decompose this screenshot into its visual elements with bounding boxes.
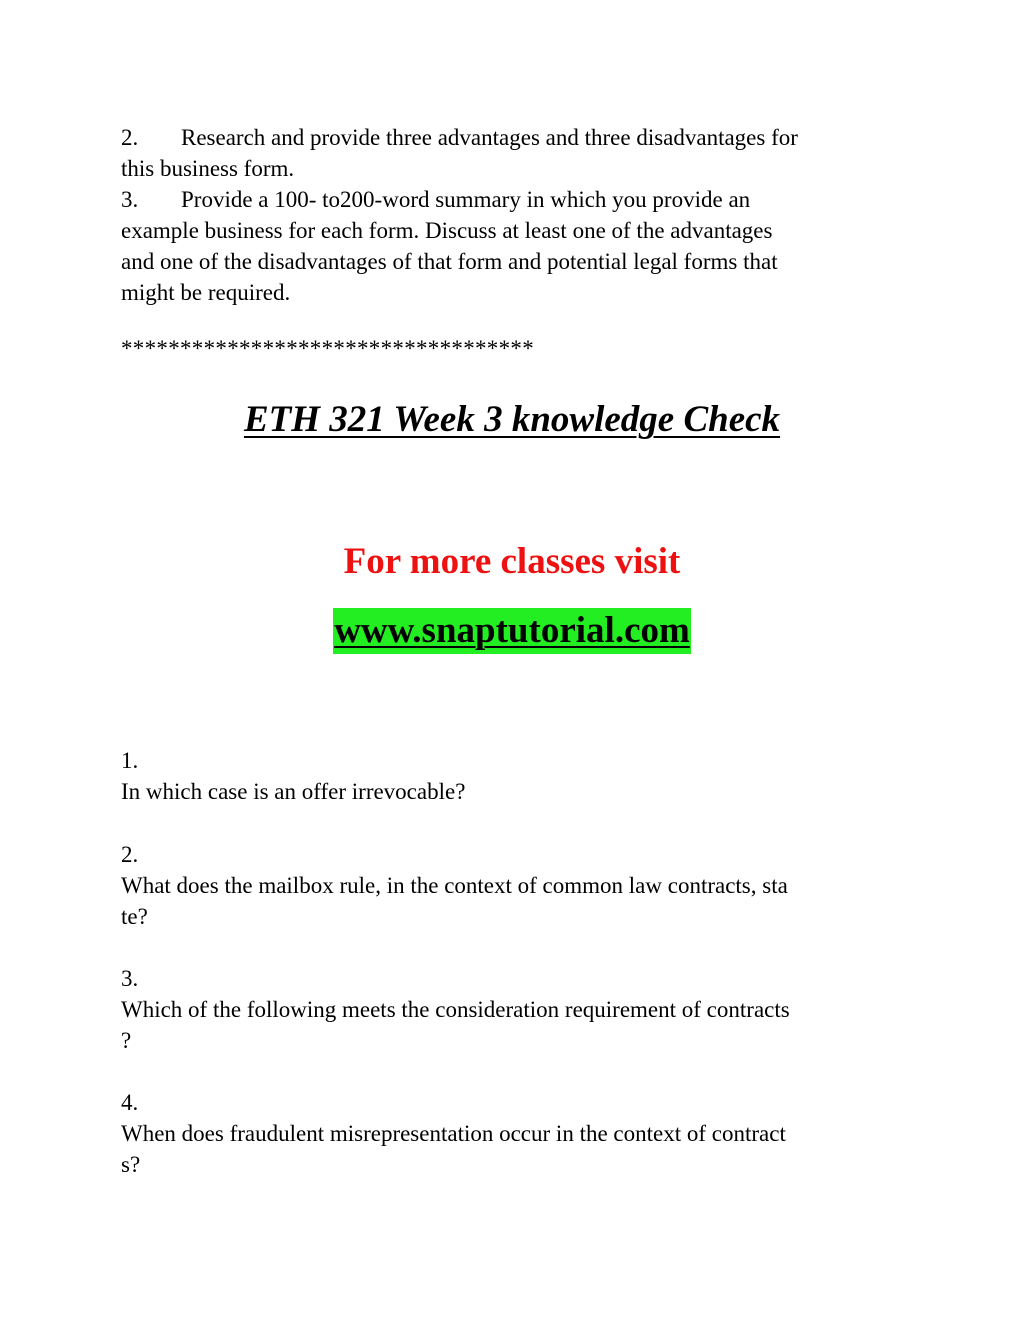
page-title bbox=[0, 398, 1024, 441]
question-2-text-line-2: te? bbox=[121, 904, 148, 929]
promo-text: For more classes visit bbox=[343, 541, 681, 582]
question-3-text-line-1: Which of the following meets the consideration requirement of contracts bbox=[121, 997, 790, 1022]
intro-item-2-line-1 bbox=[121, 122, 798, 153]
promo-link[interactable]: www.snaptutorial.com bbox=[333, 608, 691, 654]
promo-link-container bbox=[0, 608, 1024, 654]
question-4-text-line-2: s? bbox=[121, 1152, 141, 1177]
intro-item-3-line-2: example business for each form. Discuss at least one of the advantages bbox=[121, 218, 773, 243]
question-2-number: 2. bbox=[121, 842, 139, 867]
intro-item-3-line-1 bbox=[121, 184, 750, 215]
question-3-number: 3. bbox=[121, 966, 139, 991]
intro-item-3-number: 3. bbox=[121, 187, 139, 212]
question-1-text: In which case is an offer irrevocable? bbox=[121, 779, 466, 804]
intro-item-3-line-3: and one of the disadvantages of that form and potential legal forms that bbox=[121, 249, 778, 274]
question-2-text-line-1: What does the mailbox rule, in the context of common law contracts, sta bbox=[121, 873, 788, 898]
intro-item-2-text: Research and provide three advantages and three disadvantages for bbox=[181, 125, 798, 150]
question-4-text-line-1: When does fraudulent misrepresentation occur in the context of contract bbox=[121, 1121, 786, 1146]
intro-item-3-text: Provide a 100- to200-word summary in which you provide an bbox=[181, 187, 751, 212]
question-3-text-line-2: ? bbox=[121, 1028, 132, 1053]
page-title-text: ETH 321 Week 3 knowledge Check bbox=[243, 399, 781, 440]
question-4-number: 4. bbox=[121, 1090, 139, 1115]
intro-item-2-line-2: this business form. bbox=[121, 156, 295, 181]
intro-item-2-number: 2. bbox=[121, 125, 139, 150]
star-separator: *********************************** bbox=[121, 336, 534, 361]
question-1-number: 1. bbox=[121, 748, 139, 773]
intro-item-3-line-4: might be required. bbox=[121, 280, 291, 305]
